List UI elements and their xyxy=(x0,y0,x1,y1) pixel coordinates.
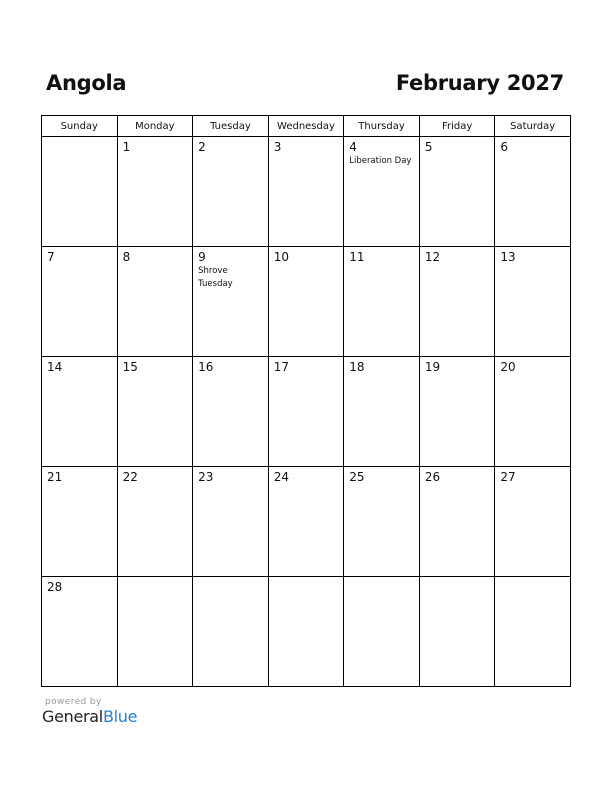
day-cell xyxy=(117,357,193,467)
weekday-header: Thursday xyxy=(344,116,420,137)
day-number: 7 xyxy=(47,250,55,264)
day-cell xyxy=(268,577,344,687)
day-number: 23 xyxy=(198,470,214,484)
day-number: 18 xyxy=(349,360,365,374)
day-cell xyxy=(193,577,269,687)
day-cell xyxy=(117,247,193,357)
day-number: 12 xyxy=(424,250,441,264)
powered-by-text: powered by xyxy=(45,697,102,707)
day-cell xyxy=(344,137,420,247)
day-cell xyxy=(268,357,344,467)
week-row xyxy=(42,137,571,247)
day-number: 4 xyxy=(349,140,357,154)
footer-branding xyxy=(42,697,137,726)
weekday-header: Saturday xyxy=(495,116,571,137)
day-cell xyxy=(268,137,344,247)
day-number: 16 xyxy=(198,360,214,374)
day-number: 20 xyxy=(500,360,516,374)
weekday-header: Friday xyxy=(419,116,495,137)
week-row xyxy=(42,247,571,357)
day-cell xyxy=(344,467,420,577)
day-cell xyxy=(419,577,495,687)
day-number: 28 xyxy=(47,580,63,594)
day-number: 26 xyxy=(424,470,441,484)
day-number: 14 xyxy=(47,360,63,374)
month-year-title: February 2027 xyxy=(395,71,564,95)
day-cell xyxy=(495,357,571,467)
country-title: Angola xyxy=(46,71,127,95)
day-cell xyxy=(495,247,571,357)
day-cell xyxy=(117,577,193,687)
weekday-header: Sunday xyxy=(42,116,118,137)
brand-blue-text: Blue xyxy=(102,707,138,726)
day-cell xyxy=(42,137,118,247)
day-cell xyxy=(193,247,269,357)
day-cell xyxy=(42,467,118,577)
day-cell xyxy=(268,247,344,357)
weekday-header: Tuesday xyxy=(193,116,269,137)
weekday-header-row xyxy=(42,116,571,137)
day-cell xyxy=(117,467,193,577)
week-row xyxy=(42,467,571,577)
day-cell xyxy=(344,357,420,467)
day-cell xyxy=(344,577,420,687)
day-cell xyxy=(419,467,495,577)
day-cell xyxy=(495,577,571,687)
day-number: 19 xyxy=(424,360,441,374)
brand-general-text: General xyxy=(42,707,103,726)
day-cell xyxy=(193,357,269,467)
weekday-header: Wednesday xyxy=(268,116,344,137)
day-cell xyxy=(42,577,118,687)
holiday-label: Liberation Day xyxy=(349,156,412,166)
day-number: 10 xyxy=(273,250,289,264)
day-number: 11 xyxy=(349,250,365,264)
day-number: 1 xyxy=(122,140,131,154)
day-cell xyxy=(495,137,571,247)
day-cell xyxy=(419,357,495,467)
day-number: 24 xyxy=(273,470,289,484)
day-number: 13 xyxy=(500,250,516,264)
day-cell xyxy=(42,357,118,467)
day-cell xyxy=(268,467,344,577)
day-cell xyxy=(419,247,495,357)
day-number: 17 xyxy=(273,360,289,374)
day-number: 9 xyxy=(198,250,206,264)
day-cell xyxy=(495,467,571,577)
day-cell xyxy=(193,467,269,577)
day-cell xyxy=(117,137,193,247)
day-cell xyxy=(42,247,118,357)
holiday-label: Shrove Tuesday xyxy=(198,266,233,289)
day-number: 5 xyxy=(424,140,433,154)
day-cell xyxy=(419,137,495,247)
day-number: 3 xyxy=(273,140,282,154)
day-number: 21 xyxy=(47,470,63,484)
day-cell xyxy=(344,247,420,357)
generalblue-logo[interactable] xyxy=(42,707,137,726)
weekday-header: Monday xyxy=(117,116,193,137)
day-cell xyxy=(193,137,269,247)
day-number: 25 xyxy=(349,470,365,484)
day-number: 22 xyxy=(122,470,138,484)
day-number: 6 xyxy=(500,140,509,154)
day-number: 15 xyxy=(122,360,138,374)
day-number: 27 xyxy=(500,470,516,484)
day-number: 2 xyxy=(198,140,206,154)
day-number: 8 xyxy=(122,250,131,264)
calendar-grid xyxy=(41,115,571,687)
week-row xyxy=(42,577,571,687)
week-row xyxy=(42,357,571,467)
